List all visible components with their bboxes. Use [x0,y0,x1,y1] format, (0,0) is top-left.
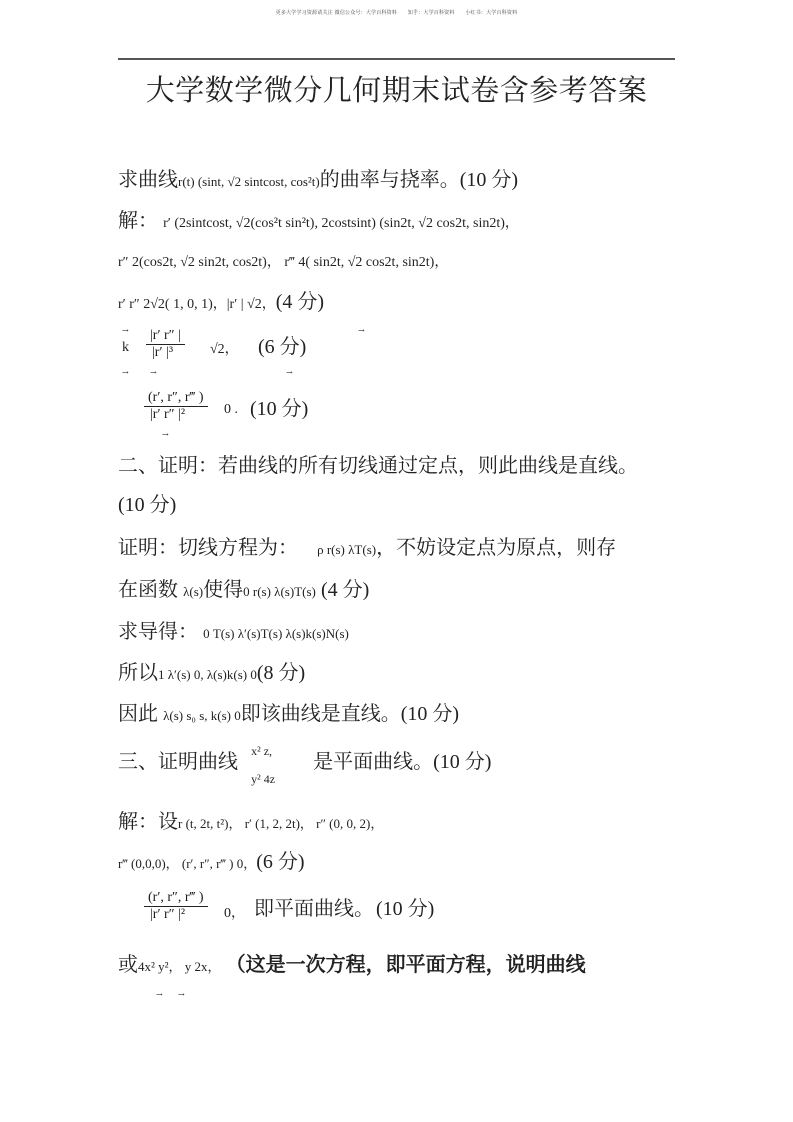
sol-math: r (t, 2t, t²)， r′ (1, 2, 2t)， r″ (0, 0, 2)， [178,816,384,831]
proof-text: 因此 [118,701,158,725]
alt-explanation: （这是一次方程，即平面方程，说明曲线 [225,952,586,976]
alt-label: 或 [118,952,138,976]
sol-math: r′ (2sintcost, √2(cos²t sin²t), 2costsint) (sin2t, √2 cos2t, sin2t)， [163,216,519,231]
torsion-points: (10 分) [250,398,309,420]
question-text: 二、证明：若曲线的所有切线通过定点，则此曲线是直线。 [118,453,638,477]
vector-arrow-icon: → [358,326,365,335]
sol-math: r″ 2(cos2t, √2 sin2t, cos2t)， r‴ 4( sin2t, √2 cos2t, sin2t)， [118,255,449,270]
denominator: |r′ r″ |² [150,407,186,422]
denominator: |r′ |³ [152,345,174,360]
problem2-line3 [118,615,349,644]
proof-math: 1 λ′(s) 0, λ(s)k(s) 0 [158,667,257,682]
equation-top: x² z, [251,744,273,758]
top-note: 更多大学学习资源请关注 微信公众号：大学百科资料 知乎：大学百科资料 小红书：大学百科资料 [275,10,518,16]
problem2-line4 [118,656,305,685]
curvature-lhs: k [122,340,129,355]
problem3-alt-line [118,948,586,977]
points: (4 分) [275,291,325,313]
problem2-line5 [118,697,459,726]
proof-text: 所以 [118,660,158,684]
tangent-equation: ρ r(s) λT(s) [317,542,377,557]
points: (6 分) [256,851,305,873]
sol-label: 解： [118,208,158,232]
vector-arrow-icon: → [286,368,293,377]
question-suffix: 的曲率与挠率。 [319,167,460,191]
problem3-question [118,744,492,786]
question-points: (10 分) [459,169,519,191]
torsion-fraction [144,390,208,423]
alt-math: 4x² y²， y 2x， [138,959,221,974]
numerator: (r′, r″, r‴ ) [148,890,204,905]
problem3-sol-line1 [118,805,383,834]
points: (8 分) [256,662,306,684]
vector-arrow-icon: → [122,368,129,377]
sol-label: 解：设 [118,809,178,833]
problem2-line1 [118,531,616,560]
proof-text: 在函数 [118,577,178,601]
points: (10 分) [400,703,460,725]
curve-equations [243,744,313,786]
proof-math: 0 T(s) λ′(s)T(s) λ(s)k(s)N(s) [203,626,349,641]
curvature-formula [120,326,420,376]
proof-text: ，不妨设定点为原点，则存 [376,535,617,559]
proof-text: 使得 [203,577,244,601]
denominator: |r′ r″ |² [150,907,186,922]
torsion-fraction [144,890,208,923]
proof-math: 0 r(s) λ(s)T(s) [243,584,316,599]
proof-text: 求导得： [118,619,198,643]
torsion-value: 0 . [224,402,238,417]
vector-arrow-icon: → [122,326,129,335]
vector-arrow-icon: → [156,990,163,999]
proof-math: λ(s) s₀ s, k(s) 0 [163,708,241,723]
problem2-line2 [118,573,369,602]
proof-label: 证明：切线方程为： [118,535,298,559]
question-points: (10 分) [118,494,177,516]
question-suffix: 是平面曲线。 [313,749,434,773]
torsion-suffix: 即平面曲线。 [254,896,374,920]
proof-text: 即该曲线是直线。 [240,701,401,725]
question-math: r(t) (sint, √2 sintcost, cos²t) [178,174,320,189]
problem1-sol-line2 [118,251,448,271]
numerator: |r′ r″ | [150,328,181,343]
curvature-points: (6 分) [258,336,307,358]
question-prefix: 三、证明曲线 [118,749,238,773]
problem2-points [118,488,176,517]
torsion-points: (10 分) [376,898,435,920]
problem3-torsion [144,890,544,935]
points: (4 分) [320,579,370,601]
question-prefix: 求曲线 [118,167,178,191]
vector-arrow-icon: → [178,990,185,999]
sol-math: r‴ (0,0,0)， (r′, r″, r‴ ) 0， [118,856,257,871]
problem1-sol-line3 [118,285,324,314]
question-points: (10 分) [433,751,492,773]
torsion-formula [144,390,444,440]
problem1-question [118,163,518,192]
torsion-value: 0， [224,906,245,921]
page-title: 大学数学微分几何期末试卷含参考答案 [145,73,648,107]
equation-bottom: y² 4z [251,772,276,786]
curvature-value: √2， [210,342,239,357]
problem2-question [118,449,638,478]
vector-arrow-icon: → [162,430,169,439]
vector-arrow-icon: → [150,368,157,377]
problem1-sol-line1 [118,204,519,233]
sol-math: r′ r″ 2√2( 1, 0, 1)，|r′ | √2， [118,297,276,312]
header-rule [118,58,675,60]
curvature-fraction [146,328,185,361]
proof-math: λ(s) [183,584,204,599]
problem3-sol-line2 [118,845,305,874]
numerator: (r′, r″, r‴ ) [148,390,204,405]
